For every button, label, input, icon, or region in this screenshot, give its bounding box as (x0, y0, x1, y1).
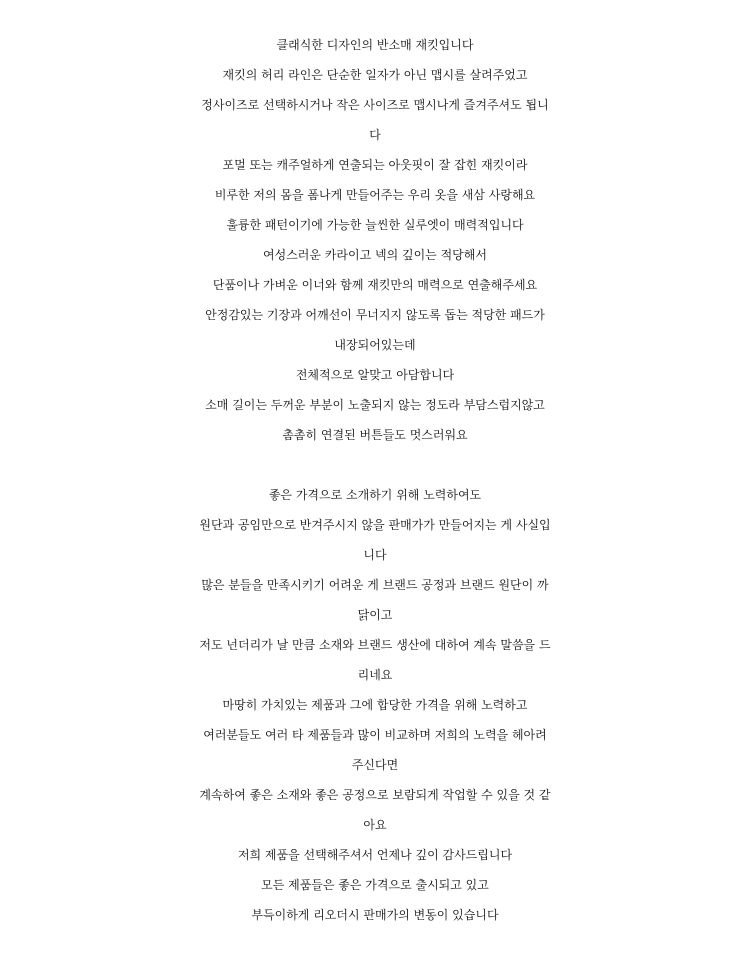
text-line: 모든 제품들은 좋은 가격으로 출시되고 있고 (261, 878, 489, 892)
text-line: 좋은 가격으로 소개하기 위해 노력하여도 (268, 488, 482, 502)
text-line: 여성스러운 카라이고 넥의 깊이는 적당해서 (263, 248, 487, 262)
text-line: 훌륭한 패턴이기에 가능한 늘씬한 실루엣이 매력적입니다 (226, 218, 524, 232)
text-line: 재킷의 허리 라인은 단순한 일자가 아닌 맵시를 살려주었고 (222, 68, 528, 82)
text-line: 부득이하게 리오더시 판매가의 변동이 있습니다 (251, 908, 499, 922)
text-line: 클래식한 디자인의 반소매 재킷입니다 (276, 38, 474, 52)
text-line: 다 (369, 128, 381, 142)
text-line: 단품이나 가벼운 이너와 함께 재킷만의 매력으로 연출해주세요 (212, 278, 538, 292)
text-line: 안정감있는 기장과 어깨선이 무너지지 않도록 돕는 적당한 패드가 (205, 308, 545, 322)
text-line: 여러분들도 여러 타 제품들과 많이 비교하며 저희의 노력을 헤아려 (203, 728, 547, 742)
text-line: 소매 길이는 두꺼운 부분이 노출되지 않는 정도라 부담스럽지않고 (205, 398, 545, 412)
text-line: 아요 (363, 818, 387, 832)
text-line: 원단과 공임만으로 반겨주시지 않을 판매가가 만들어지는 게 사실입 (199, 518, 551, 532)
text-line: 포멀 또는 캐주얼하게 연출되는 아웃핏이 잘 잡힌 재킷이라 (222, 158, 528, 172)
text-line: 마땅히 가치있는 제품과 그에 합당한 가격을 위해 노력하고 (222, 698, 528, 712)
text-line: 계속하여 좋은 소재와 좋은 공정으로 보람되게 작업할 수 있을 것 같 (199, 788, 551, 802)
text-line: 주신다면 (351, 758, 399, 772)
text-line: 저희 제품을 선택해주셔서 언제나 깊이 감사드립니다 (237, 848, 513, 862)
text-line: 정사이즈로 선택하시거나 작은 사이즈로 맵시나게 즐겨주셔도 됩니 (201, 98, 549, 112)
text-line: 비루한 저의 몸을 폼나게 만들어주는 우리 옷을 새삼 사랑해요 (214, 188, 536, 202)
text-line: 저도 넌더리가 날 만큼 소재와 브랜드 생산에 대하여 계속 말씀을 드 (199, 638, 551, 652)
text-line: 내장되어있는데 (334, 338, 416, 352)
text-line: 전체적으로 알맞고 아담합니다 (295, 368, 455, 382)
text-line: 촘촘히 연결된 버튼들도 멋스러워요 (282, 428, 468, 442)
text-line: 닭이고 (357, 608, 393, 622)
text-line: 리네요 (357, 668, 393, 682)
text-line: 니다 (363, 548, 387, 562)
text-line: 많은 분들을 만족시키기 어려운 게 브랜드 공정과 브랜드 원단이 까 (201, 578, 549, 592)
